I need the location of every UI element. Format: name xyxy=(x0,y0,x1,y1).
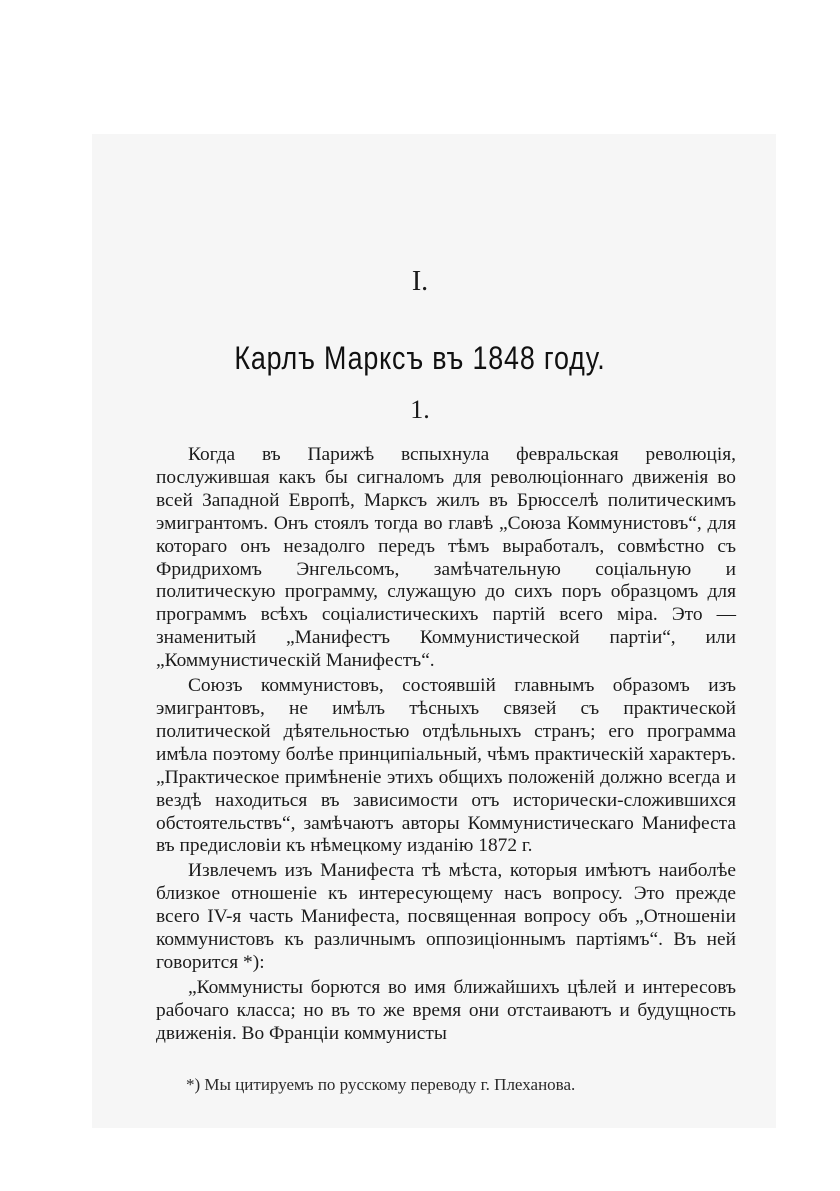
chapter-title: Карлъ Марксъ въ 1848 году. xyxy=(234,340,606,376)
paragraph: Союзъ коммунистовъ, состоявшій главнымъ образомъ изъ эмигрантовъ, не имѣлъ тѣсныхъ связей съ практической политической дѣятельностью отдѣльныхъ странъ; его программа имѣла поэтому болѣе принципіальный, чѣмъ практическій характеръ. „Практическое примѣненіе этихъ общихъ положеній должно всегда и вездѣ находиться въ зависимости отъ исторически-сложившихся обстоятельствъ“, замѣчаютъ авторы Коммунистическаго Манифеста въ предисловіи къ нѣмецкому изданію 1872 г. xyxy=(156,675,736,857)
paragraph: „Коммунисты борются во имя ближайшихъ цѣлей и интересовъ рабочаго класса; но въ то же время они отстаиваютъ и будущность движенія. Во Франціи коммунисты xyxy=(156,976,736,1044)
paragraph: Когда въ Парижѣ вспыхнула февральская революція, послужившая какъ бы сигналомъ для революціоннаго движенія во всей Западной Европѣ, Марксъ жилъ въ Брюсселѣ политическимъ эмигрантомъ. Онъ стоялъ тогда во главѣ „Союза Коммунистовъ“, для котораго онъ незадолго передъ тѣмъ выработалъ, совмѣстно съ Фридрихомъ Энгельсомъ, замѣчательную соціальную и политическую программу, служащую до сихъ поръ образцомъ для программъ всѣхъ соціалистическихъ партій всего міра. Это — знаменитый „Манифестъ Коммунистической партіи“, или „Коммунистическій Манифестъ“. xyxy=(156,444,736,672)
part-number: I. xyxy=(411,266,429,297)
footnote: *) Мы цитируемъ по русскому переводу г. Плеханова. xyxy=(186,1075,576,1094)
body-text xyxy=(156,444,736,1048)
section-number: 1. xyxy=(410,395,430,424)
paragraph: Извлечемъ изъ Манифеста тѣ мѣста, которыя имѣютъ наиболѣе близкое отношеніе къ интересующему насъ вопросу. Это прежде всего IV-я часть Манифеста, посвященная вопросу объ „Отношеніи коммунистовъ къ различнымъ оппозиціоннымъ партіямъ“. Въ ней говорится *): xyxy=(156,860,736,973)
